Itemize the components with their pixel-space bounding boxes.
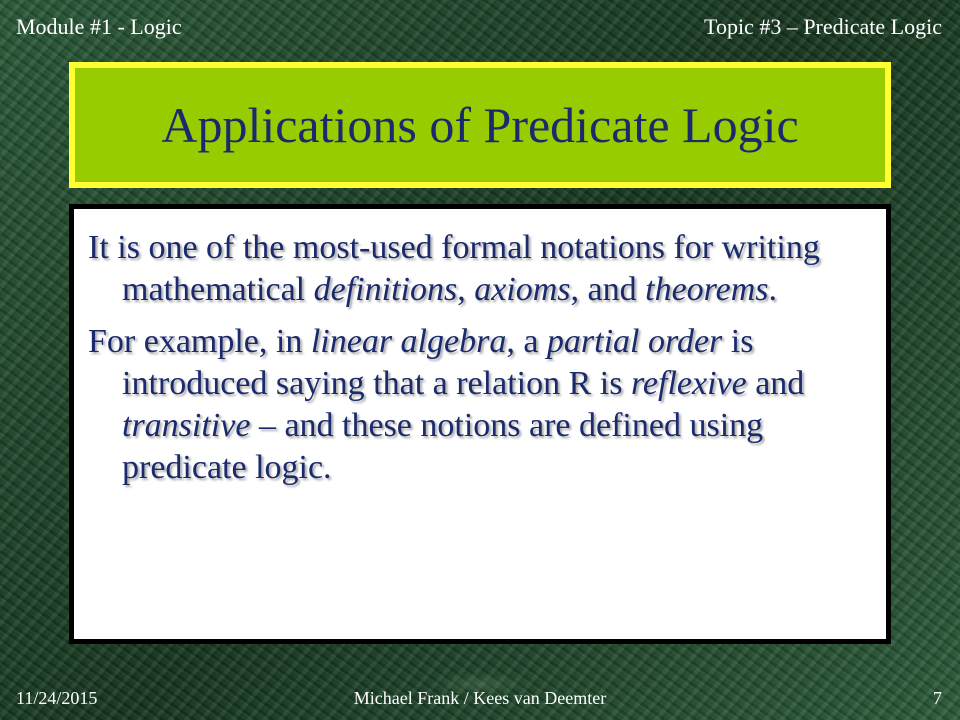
p2-seg-1: linear algebra xyxy=(310,323,507,360)
p1-seg-1: definitions xyxy=(313,271,458,308)
title-banner xyxy=(69,62,891,188)
p2-seg-8: – and these notions are defined using predicate logic. xyxy=(122,407,764,486)
p1-seg-2: , xyxy=(457,271,475,308)
p2-seg-7: transitive xyxy=(122,407,251,444)
p1-seg-5: theorems xyxy=(645,271,769,308)
content-panel xyxy=(69,204,891,644)
paragraph-1 xyxy=(88,227,868,311)
footer-author: Michael Frank / Kees van Deemter xyxy=(353,688,607,708)
p1-seg-4: , and xyxy=(570,271,646,308)
slide-title: Applications of Predicate Logic xyxy=(161,97,799,153)
module-label: Module #1 - Logic xyxy=(16,14,182,39)
paragraph-2 xyxy=(88,321,868,489)
p2-seg-3: partial order xyxy=(546,323,723,360)
p2-seg-6: and xyxy=(746,365,805,402)
p1-seg-0: It is one of the most-used formal notations for writing mathematical xyxy=(88,229,820,308)
p1-seg-3: axioms xyxy=(474,271,571,308)
p2-seg-2: , a xyxy=(506,323,547,360)
p2-seg-4: is introduced saying that a relation R is xyxy=(122,323,754,402)
page-number: 7 xyxy=(933,688,942,708)
p2-seg-5: reflexive xyxy=(630,365,747,402)
footer-date: 11/24/2015 xyxy=(16,688,98,708)
p2-seg-0: For example, in xyxy=(88,323,311,360)
p1-seg-6: . xyxy=(768,271,778,308)
topic-label: Topic #3 – Predicate Logic xyxy=(704,14,942,39)
